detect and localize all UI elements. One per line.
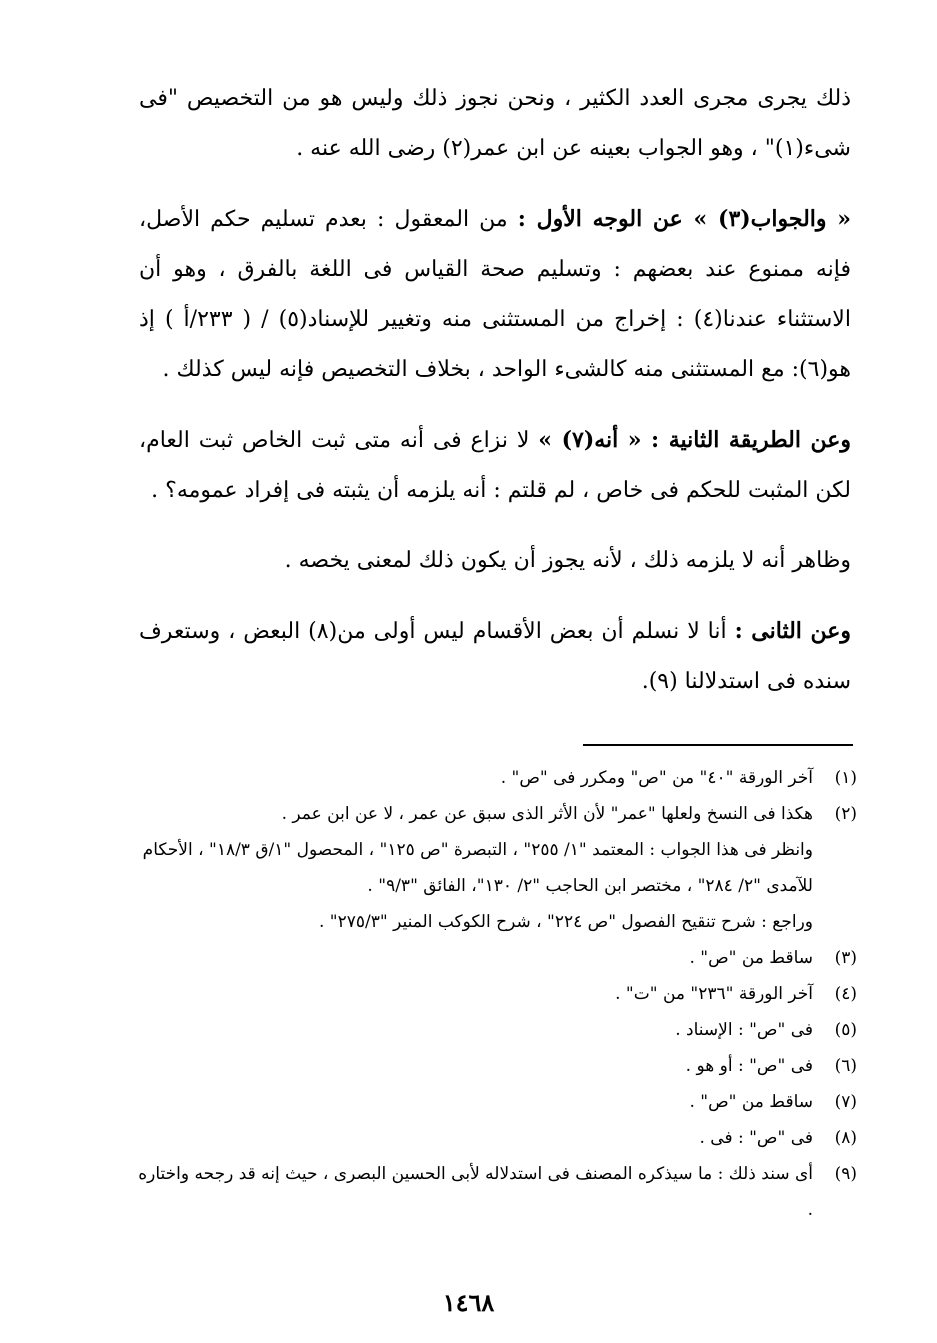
footnotes <box>137 760 857 1228</box>
footnote-number: (٣) <box>834 948 857 968</box>
paragraph-3-lead: وعن الطريقة الثانية : « أنه(٧) » <box>538 427 851 453</box>
footnote-line: هكذا فى النسخ ولعلها "عمر" لأن الأثر الذى سبق عن عمر ، لا عن ابن عمر . <box>281 804 813 824</box>
footnote <box>137 976 857 1012</box>
footnote-line: فى "ص" : فى . <box>699 1128 813 1148</box>
footnote-separator <box>583 744 853 746</box>
paragraph-1: ذلك يجرى مجرى العدد الكثير ، ونحن نجوز ذلك وليس هو من التخصيص "فى شىء(١)" ، وهو الجواب بعينه عن ابن عمر(٢) رضى الله عنه . <box>139 86 851 161</box>
footnote-text <box>137 760 813 796</box>
footnote-line: أى سند ذلك : ما سيذكره المصنف فى استدلاله لأبى الحسين البصرى ، حيث إنه قد رجحه واختاره . <box>138 1164 813 1220</box>
footnote-line: آخر الورقة "٢٣٦" من "ت" . <box>615 984 813 1004</box>
footnote-number: (٢) <box>834 804 857 824</box>
paragraph-2-body: من المعقول : بعدم تسليم حكم الأصل، فإنه ممنوع عند بعضهم : وتسليم صحة القياس فى اللغة بالفرق ، وهو أن الاستثناء عندنا(٤) : إخراج من المستثنى منه وتغيير للإسناد(٥) / ( ٢٣٣/أ ) إذ هو(٦): مع المستثنى منه كالشىء الواحد ، بخلاف التخصيص فإنه ليس كذلك . <box>139 207 851 382</box>
footnote <box>137 1048 857 1084</box>
footnote-number: (٧) <box>834 1092 857 1112</box>
paragraph-2-lead: « والجواب(٣) » عن الوجه الأول : <box>517 206 851 232</box>
main-text <box>139 74 851 707</box>
footnote-number: (٤) <box>834 984 857 1004</box>
page-number: ١٤٦٨ <box>442 1288 495 1317</box>
footnote-number: (١) <box>834 768 857 788</box>
paragraph-5-body: أنا لا نسلم أن بعض الأقسام ليس أولى من(٨) البعض ، وستعرف سنده فى استدلالنا (٩). <box>139 619 851 694</box>
footnote-line: ساقط من "ص" . <box>689 948 813 968</box>
footnote-line: وراجع : شرح تنقيح الفصول "ص ٢٢٤" ، شرح الكوكب المنير "٢٧٥/٣" . <box>318 912 813 932</box>
footnote-text <box>137 796 813 940</box>
footnote-number: (٨) <box>834 1128 857 1148</box>
footnote-text <box>137 976 813 1012</box>
footnote <box>137 1012 857 1048</box>
footnote-text <box>137 1048 813 1084</box>
paragraph-3 <box>139 415 851 516</box>
footnote <box>137 1120 857 1156</box>
footnote-line: فى "ص" : أو هو . <box>685 1056 813 1076</box>
footnote-line: آخر الورقة "٤٠" من "ص" ومكرر فى "ص" . <box>500 768 813 788</box>
footnote-number: (٦) <box>834 1056 857 1076</box>
footnote <box>137 760 857 796</box>
footnote-number: (٥) <box>834 1020 857 1040</box>
paragraph-5-lead: وعن الثانى : <box>734 618 852 644</box>
footnote-text <box>137 940 813 976</box>
footnote-line: ساقط من "ص" . <box>689 1092 813 1112</box>
paragraph-2 <box>139 194 851 395</box>
footnote-text <box>137 1156 813 1228</box>
footnote-text <box>137 1120 813 1156</box>
footnote <box>137 1156 857 1228</box>
footnote <box>137 796 857 940</box>
footnote-number: (٩) <box>834 1164 857 1184</box>
paragraph-5 <box>139 606 851 707</box>
footnote-text <box>137 1084 813 1120</box>
footnote-line: وانظر فى هذا الجواب : المعتمد "١/ ٢٥٥" ، التبصرة "ص ١٢٥" ، المحصول "١/ق ١٨/٣" ، الأحكام للآمدى "٢/ ٢٨٤" ، مختصر ابن الحاجب "٢/ ١٣٠"، الفائق "٩/٣" . <box>142 840 813 896</box>
paragraph-4: وظاهر أنه لا يلزمه ذلك ، لأنه يجوز أن يكون ذلك لمعنى يخصه . <box>284 548 851 573</box>
footnote <box>137 1084 857 1120</box>
paragraph-3-body: لا نزاع فى أنه متى ثبت الخاص ثبت العام، لكن المثبت للحكم فى خاص ، لم قلتم : أنه يلزمه أن يثبته فى إفراد عمومه؟ . <box>139 428 851 503</box>
footnote-text <box>137 1012 813 1048</box>
footnote <box>137 940 857 976</box>
footnote-line: فى "ص" : الإسناد . <box>675 1020 813 1040</box>
